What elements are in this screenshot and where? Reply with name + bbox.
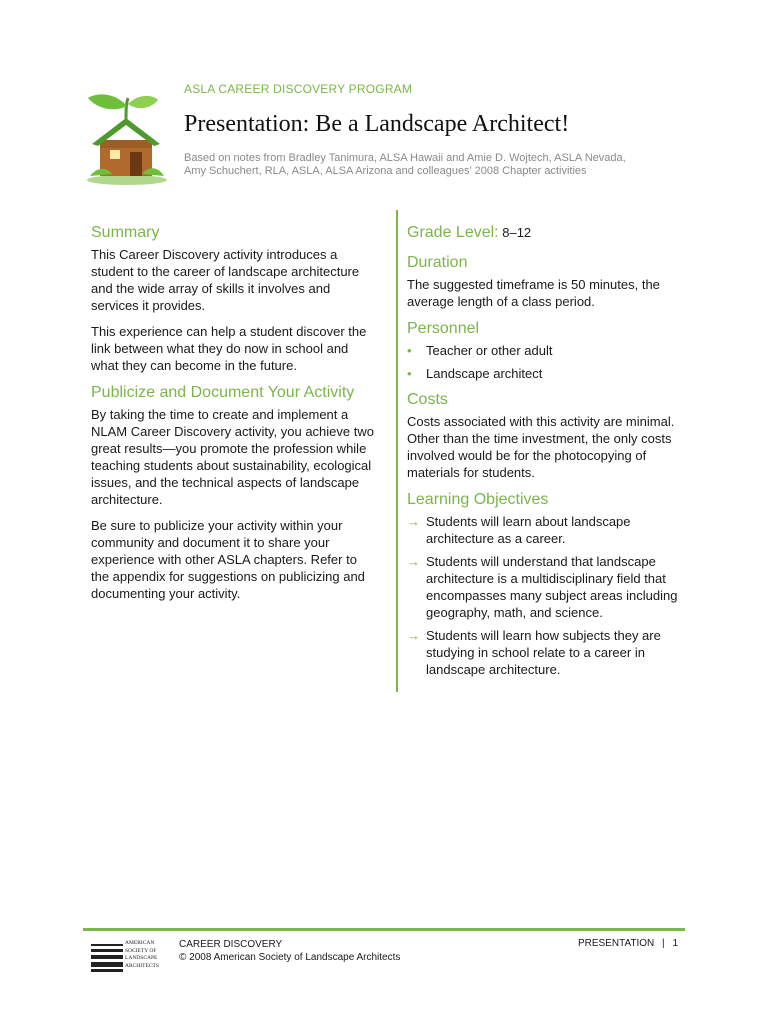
program-kicker: ASLA CAREER DISCOVERY PROGRAM bbox=[184, 82, 413, 96]
footer-info bbox=[179, 938, 400, 964]
publicize-paragraph: By taking the time to create and implement a NLAM Career Discovery activity, you achieve two great results—you promote the profession while teaching students about sustainability, ecological issues, and the technical aspects of landscape architecture. bbox=[91, 407, 374, 507]
asla-wordmark bbox=[125, 940, 159, 970]
duration-text: The suggested timeframe is 50 minutes, the average length of a class period. bbox=[407, 277, 660, 309]
footer-copyright: © 2008 American Society of Landscape Architects bbox=[179, 952, 401, 963]
list-item bbox=[407, 513, 687, 547]
credits bbox=[184, 152, 654, 178]
publicize-paragraph: Be sure to publicize your activity within your community and document it to share your experience with other ASLA chapters. Refer to the appendix for suggestions on publicizing and documenting your activity. bbox=[91, 518, 365, 601]
personnel-item: Teacher or other adult bbox=[426, 343, 553, 358]
arrow-right-icon: → bbox=[407, 554, 420, 569]
arrow-right-icon: → bbox=[407, 514, 420, 529]
logo-line: LANDSCAPE bbox=[125, 955, 158, 961]
footer-page-label bbox=[578, 938, 678, 949]
personnel-heading: Personnel bbox=[407, 320, 480, 337]
personnel-list bbox=[407, 342, 687, 382]
bullet-icon: • bbox=[407, 343, 412, 358]
grade-level-heading: Grade Level: bbox=[407, 224, 499, 241]
duration-heading: Duration bbox=[407, 254, 468, 271]
list-item bbox=[407, 627, 687, 678]
objectives-heading: Learning Objectives bbox=[407, 491, 549, 508]
footer-program: CAREER DISCOVERY bbox=[179, 939, 283, 950]
footer-separator: | bbox=[662, 938, 665, 949]
bullet-icon: • bbox=[407, 366, 412, 381]
duration-section bbox=[407, 253, 687, 310]
list-item bbox=[407, 365, 687, 382]
summary-heading: Summary bbox=[91, 224, 160, 241]
objectives-section bbox=[407, 490, 687, 678]
list-item bbox=[407, 342, 687, 359]
publicize-section bbox=[91, 383, 376, 602]
grade-level-value: 8–12 bbox=[502, 225, 532, 240]
footer-section: PRESENTATION bbox=[577, 938, 655, 949]
left-column bbox=[91, 223, 376, 611]
costs-text: Costs associated with this activity are minimal. Other than the time investment, the only costs involved would be for the photocopying of materials for students. bbox=[407, 414, 675, 480]
publicize-heading: Publicize and Document Your Activity bbox=[91, 384, 355, 401]
column-divider bbox=[396, 210, 398, 692]
summary-section bbox=[91, 223, 376, 374]
personnel-section bbox=[407, 319, 687, 382]
objective-item: Students will understand that landscape architecture is a multidisciplinary field that encompasses many subject areas including geography, math, and science. bbox=[426, 554, 678, 620]
asla-mark-icon bbox=[91, 940, 123, 972]
page-title: Presentation: Be a Landscape Architect! bbox=[184, 111, 570, 137]
logo-line: AMERICAN bbox=[125, 940, 155, 946]
costs-section bbox=[407, 390, 687, 481]
logo-line: SOCIETY OF bbox=[125, 947, 157, 954]
objective-item: Students will learn how subjects they are studying in school relate to a career in landscape architecture. bbox=[426, 628, 661, 677]
credits-line: Based on notes from Bradley Tanimura, ALSA Hawaii and Amie D. Wojtech, ASLA Nevada, bbox=[184, 152, 626, 164]
summary-paragraph: This Career Discovery activity introduces a student to the career of landscape architecture and the wide array of skills it involves and services it provides. bbox=[91, 247, 360, 313]
logo-line: ARCHITECTS bbox=[125, 962, 159, 969]
summary-paragraph: This experience can help a student discover the link between what they do now in school and what they can become in the future. bbox=[91, 324, 367, 373]
objective-item: Students will learn about landscape architecture as a career. bbox=[426, 514, 631, 546]
list-item bbox=[407, 553, 687, 621]
objectives-list bbox=[407, 513, 687, 678]
page-number: 1 bbox=[672, 938, 678, 949]
right-column bbox=[407, 223, 687, 686]
asla-logo bbox=[91, 940, 163, 972]
footer-rule bbox=[83, 928, 685, 931]
grade-level-section bbox=[407, 223, 687, 243]
costs-heading: Costs bbox=[407, 391, 448, 408]
arrow-right-icon: → bbox=[407, 628, 420, 643]
credits-line: Amy Schuchert, RLA, ASLA, ALSA Arizona and colleagues’ 2008 Chapter activities bbox=[184, 165, 587, 177]
house-with-sprout-icon bbox=[82, 88, 172, 188]
personnel-item: Landscape architect bbox=[426, 366, 543, 381]
